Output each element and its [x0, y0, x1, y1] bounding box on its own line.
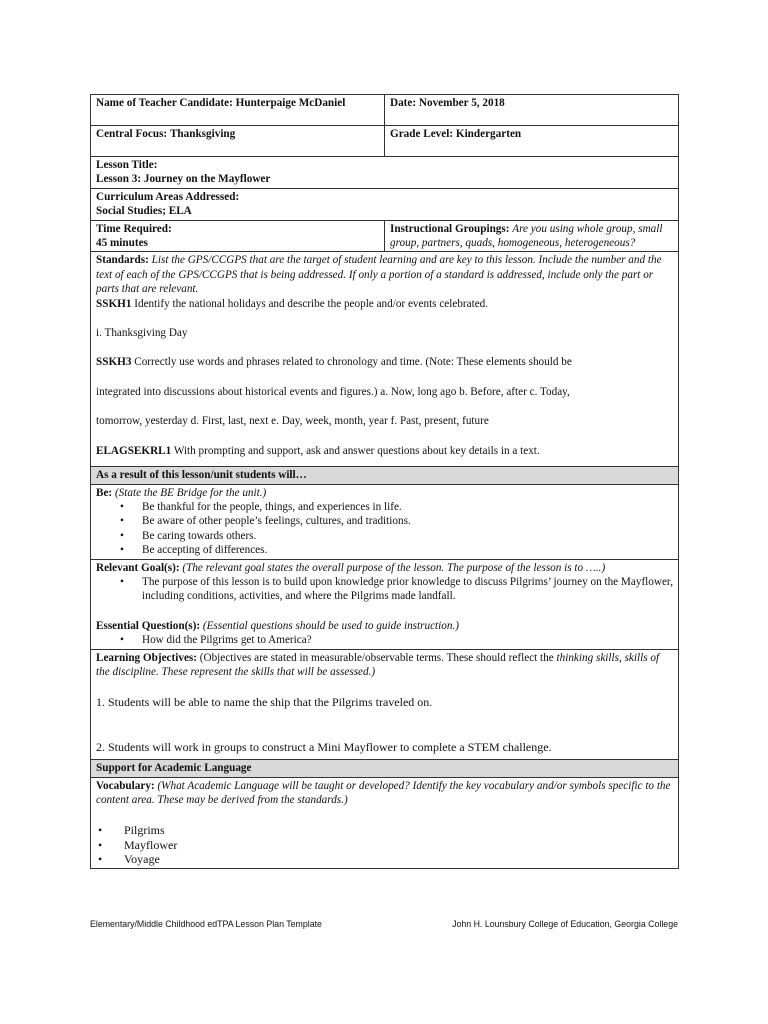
standards-cell	[91, 252, 679, 467]
lesson-title-value: Lesson 3: Journey on the Mayflower	[96, 173, 271, 186]
objectives-cell	[91, 649, 679, 760]
date-cell	[385, 95, 679, 126]
objectives-label: Learning Objectives:	[96, 651, 197, 664]
be-item: • Be aware of other people’s feelings, cultures, and traditions.	[142, 514, 673, 528]
goals-prompt: (The relevant goal states the overall purpose of the lesson. The purpose of the lesson is to …..)	[182, 561, 606, 574]
teacher-label: Name of Teacher Candidate:	[96, 97, 233, 109]
sskh1-line	[96, 297, 673, 311]
teacher-cell	[91, 95, 385, 126]
vocabulary-prompt: (What Academic Language will be taught or developed? Identify the key vocabulary and/or symbols specific to the content area. These may be derived from the standards.)	[96, 779, 671, 806]
focus-value: Thanksgiving	[169, 128, 236, 140]
sskh1-text: Identify the national holidays and describe the people and/or events celebrated.	[131, 297, 489, 310]
be-prompt: (State the BE Bridge for the unit.)	[114, 486, 267, 499]
page-footer	[90, 919, 678, 929]
footer-template-name: Elementary/Middle Childhood edTPA Lesson Plan Template	[90, 919, 322, 929]
vocabulary-list	[96, 823, 673, 866]
vocabulary-intro	[96, 779, 673, 808]
eq-prompt: (Essential questions should be used to guide instruction.)	[202, 619, 459, 632]
objective-1: 1. Students will be able to name the ship that the Pilgrims traveled on.	[96, 695, 433, 710]
goals-label: Relevant Goal(s):	[96, 561, 180, 574]
ela-text: With prompting and support, ask and answer questions about key details in a text.	[171, 444, 540, 457]
lesson-plan-table	[90, 94, 679, 869]
sskh1-item: i. Thanksgiving Day	[96, 327, 188, 340]
be-item: • Be thankful for the people, things, and experiences in life.	[142, 500, 673, 514]
curriculum-cell	[91, 188, 679, 220]
be-intro	[96, 486, 673, 500]
groupings-label: Instructional Groupings:	[390, 222, 510, 235]
be-list	[96, 500, 673, 558]
vocabulary-cell	[91, 777, 679, 868]
title-cell	[91, 157, 679, 189]
be-item: • Be caring towards others.	[142, 529, 673, 543]
lesson-title-label: Lesson Title:	[96, 159, 158, 171]
academic-header-row	[91, 760, 679, 777]
grade-label: Grade Level:	[390, 128, 454, 140]
eq-list	[96, 633, 673, 647]
time-label: Time Required:	[96, 222, 172, 235]
standards-row	[91, 252, 679, 467]
goals-intro	[96, 561, 673, 575]
time-row	[91, 220, 679, 252]
vocab-word: • Pilgrims	[96, 823, 673, 837]
curriculum-label: Curriculum Areas Addressed:	[96, 190, 240, 203]
footer-college-name: John H. Lounsbury College of Education, Georgia College	[452, 919, 678, 929]
time-cell	[91, 220, 385, 252]
vocab-word: • Voyage	[96, 852, 673, 866]
vocabulary-label: Vocabulary:	[96, 779, 155, 792]
sskh3-text: Correctly use words and phrases related to chronology and time. (Note: These elements should be	[131, 356, 572, 369]
be-cell	[91, 484, 679, 559]
result-header-row	[91, 467, 679, 484]
sskh3-line	[96, 355, 673, 369]
teacher-name: Hunterpaige McDaniel	[235, 97, 346, 109]
date-label: Date:	[390, 97, 417, 109]
eq-intro	[96, 619, 673, 633]
be-row	[91, 484, 679, 559]
standards-label: Standards:	[96, 254, 149, 267]
focus-row	[91, 126, 679, 157]
goals-item: • The purpose of this lesson is to build upon knowledge prior knowledge to discuss Pilgrims’ journey on the Mayflower, including conditions, activities, and where the Pilgrims made landfall.	[142, 575, 673, 604]
academic-header: Support for Academic Language	[91, 760, 679, 777]
standards-prompt: List the GPS/CCGPS that are the target of student learning and are key to this lesson. Include the number and the text of each of the GPS/CCGPS that is being addressed. If only a portion of a standard is addressed, include only the part or parts that are relevant.	[96, 254, 662, 296]
sskh1-code: SSKH1	[96, 297, 132, 310]
be-item: • Be accepting of differences.	[142, 543, 673, 557]
curriculum-row	[91, 188, 679, 220]
goals-list	[96, 575, 673, 604]
grade-value: Kindergarten	[455, 128, 522, 140]
standards-intro	[96, 253, 673, 296]
grade-cell	[385, 126, 679, 157]
result-header: As a result of this lesson/unit students will…	[91, 467, 679, 484]
teacher-row	[91, 95, 679, 126]
objectives-intro	[96, 651, 673, 680]
goals-cell	[91, 559, 679, 649]
focus-label: Central Focus:	[96, 128, 168, 140]
be-label: Be:	[96, 486, 113, 499]
title-row	[91, 157, 679, 189]
time-value: 45 minutes	[96, 237, 148, 250]
eq-label: Essential Question(s):	[96, 619, 201, 632]
ela-code: ELAGSEKRL1	[96, 444, 172, 457]
sskh3-line-3: tomorrow, yesterday d. First, last, next e. Day, week, month, year f. Past, present, future	[96, 415, 489, 428]
focus-cell	[91, 126, 385, 157]
objective-2: 2. Students will work in groups to construct a Mini Mayflower to complete a STEM challenge.	[96, 739, 552, 754]
vocab-word: • Mayflower	[96, 838, 673, 852]
goals-row	[91, 559, 679, 649]
groupings-prompt: Are you using whole group, small group, partners, quads, homogeneous, heterogeneous?	[390, 222, 663, 250]
eq-item: • How did the Pilgrims get to America?	[142, 633, 673, 647]
objectives-row	[91, 649, 679, 760]
vocabulary-row	[91, 777, 679, 868]
date-value: November 5, 2018	[418, 97, 505, 109]
groupings-cell	[385, 220, 679, 252]
curriculum-value: Social Studies; ELA	[96, 205, 192, 218]
sskh3-line-2: integrated into discussions about historical events and figures.) a. Now, long ago b. Before, after c. Today,	[96, 385, 570, 398]
objectives-prompt-italic: thinking skills, skills of the discipline. These represent the skills that will be assessed.)	[96, 651, 660, 678]
sskh3-code: SSKH3	[96, 356, 132, 369]
ela-line	[96, 444, 673, 458]
objectives-prompt: (Objectives are stated in measurable/observable terms. These should reflect the	[199, 651, 557, 664]
